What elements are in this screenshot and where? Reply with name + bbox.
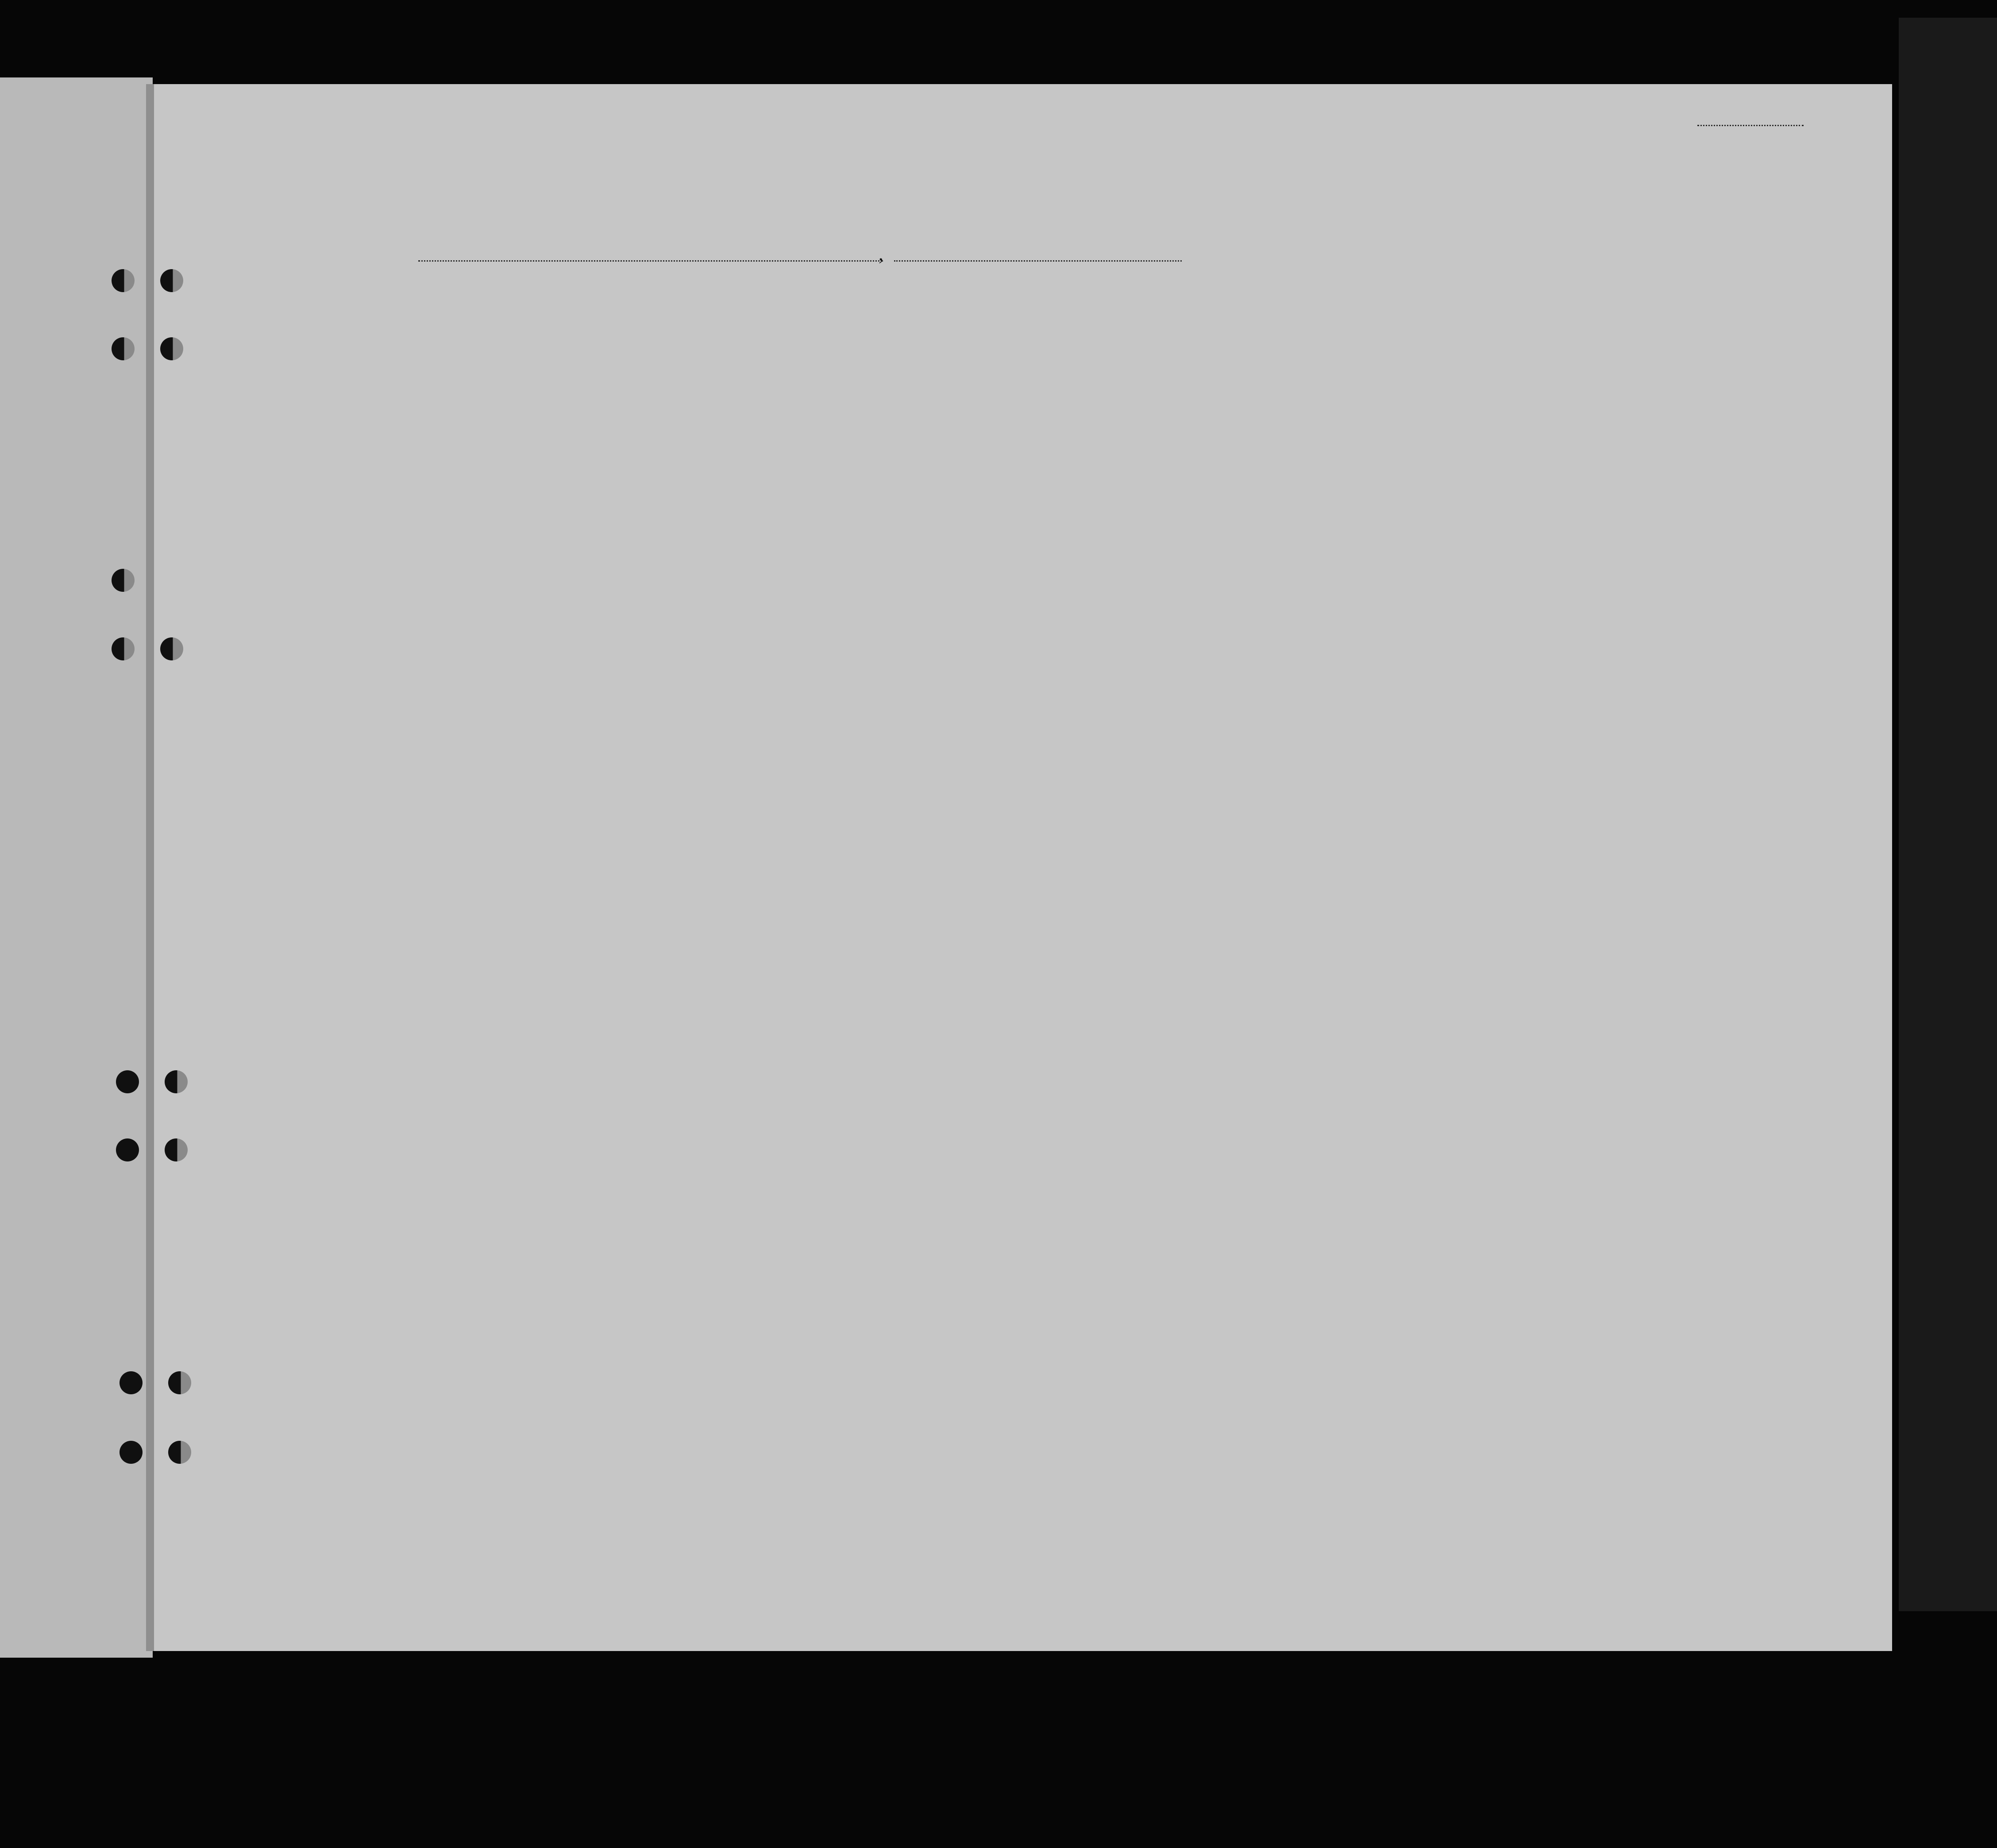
comma-separator: , — [879, 243, 883, 265]
